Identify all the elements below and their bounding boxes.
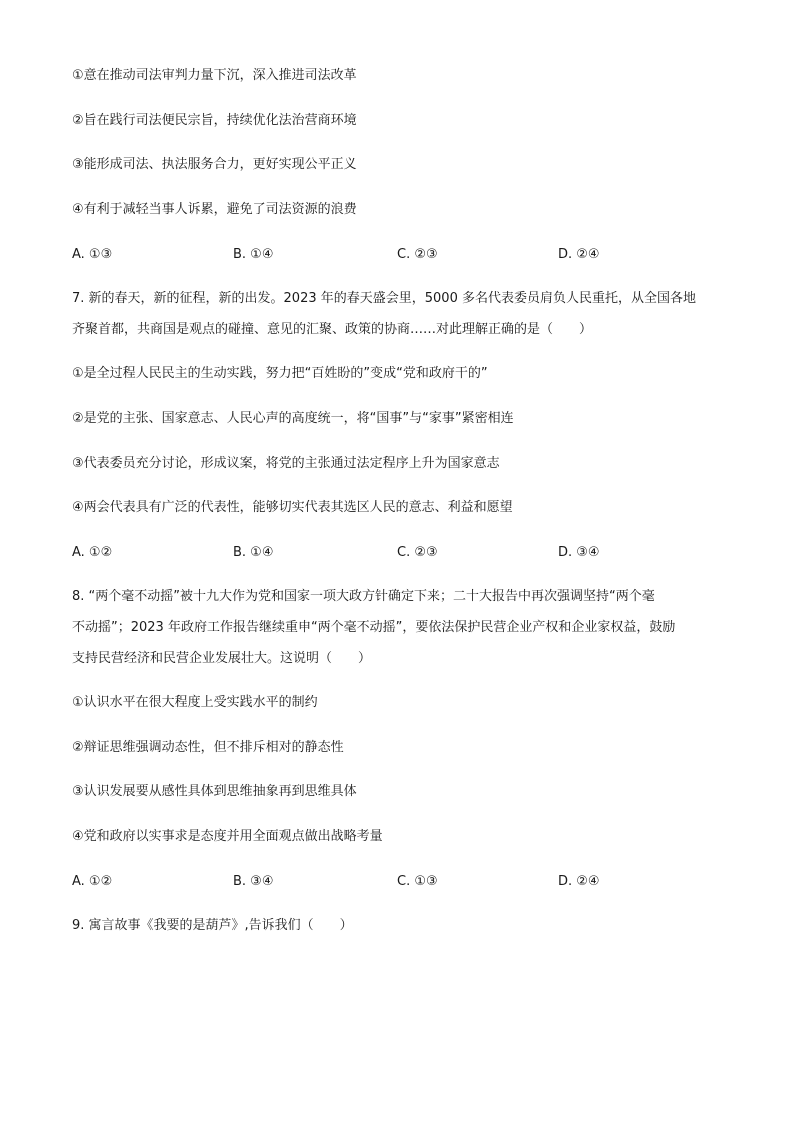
q8-statement-4: ④党和政府以实事求是态度并用全面观点做出战略考量: [72, 829, 383, 844]
q6-option-d[interactable]: D. ②④: [558, 247, 600, 262]
q7-option-c[interactable]: C. ②③: [397, 545, 438, 560]
q6-statement-3: ③能形成司法、执法服务合力，更好实现公平正义: [72, 157, 357, 172]
q6-option-a[interactable]: A. ①③: [72, 247, 113, 262]
q8-option-b[interactable]: B. ③④: [233, 874, 274, 889]
q6-option-c[interactable]: C. ②③: [397, 247, 438, 262]
q8-option-c[interactable]: C. ①③: [397, 874, 438, 889]
q8-stem-line-1: 8. “两个毫不动摇”被十九大作为党和国家一项大政方针确定下来；二十大报告中再次强调坚持“两个毫: [72, 589, 655, 604]
q6-statement-1: ①意在推动司法审判力量下沉，深入推进司法改革: [72, 68, 357, 83]
q7-statement-1: ①是全过程人民民主的生动实践，努力把“百姓盼的”变成“党和政府干的”: [72, 366, 488, 381]
q8-options: [72, 873, 732, 891]
q7-stem-line-2: 齐聚首都，共商国是观点的碰撞、意见的汇聚、政策的协商……对此理解正确的是（ ）: [72, 322, 593, 337]
q6-statement-4: ④有利于减轻当事人诉累，避免了司法资源的浪费: [72, 202, 357, 217]
q7-option-d[interactable]: D. ③④: [558, 545, 600, 560]
q8-statement-2: ②辩证思维强调动态性，但不排斥相对的静态性: [72, 740, 344, 755]
q9-stem-line-1: 9. 寓言故事《我要的是葫芦》,告诉我们（ ）: [72, 918, 353, 933]
q8-stem-line-3: 支持民营经济和民营企业发展壮大。这说明（ ）: [72, 651, 372, 666]
q6-options: [72, 246, 732, 264]
q7-options: [72, 544, 732, 562]
q8-option-d[interactable]: D. ②④: [558, 874, 600, 889]
q7-statement-3: ③代表委员充分讨论，形成议案，将党的主张通过法定程序上升为国家意志: [72, 456, 500, 471]
q7-stem-line-1: 7. 新的春天，新的征程，新的出发。2023 年的春天盛会里，5000 多名代表委员肩负人民重托，从全国各地: [72, 291, 696, 306]
q6-statement-2: ②旨在践行司法便民宗旨，持续优化法治营商环境: [72, 113, 357, 128]
q6-option-b[interactable]: B. ①④: [233, 247, 274, 262]
q7-option-a[interactable]: A. ①②: [72, 545, 113, 560]
q7-statement-2: ②是党的主张、国家意志、人民心声的高度统一，将“国事”与“家事”紧密相连: [72, 411, 514, 426]
q7-option-b[interactable]: B. ①④: [233, 545, 274, 560]
q8-statement-1: ①认识水平在很大程度上受实践水平的制约: [72, 695, 318, 710]
q8-option-a[interactable]: A. ①②: [72, 874, 113, 889]
q8-stem-line-2: 不动摇”；2023 年政府工作报告继续重申“两个毫不动摇”，要依法保护民营企业产权和企业家权益，鼓励: [72, 620, 676, 635]
q8-statement-3: ③认识发展要从感性具体到思维抽象再到思维具体: [72, 784, 357, 799]
q7-statement-4: ④两会代表具有广泛的代表性，能够切实代表其选区人民的意志、利益和愿望: [72, 500, 513, 515]
